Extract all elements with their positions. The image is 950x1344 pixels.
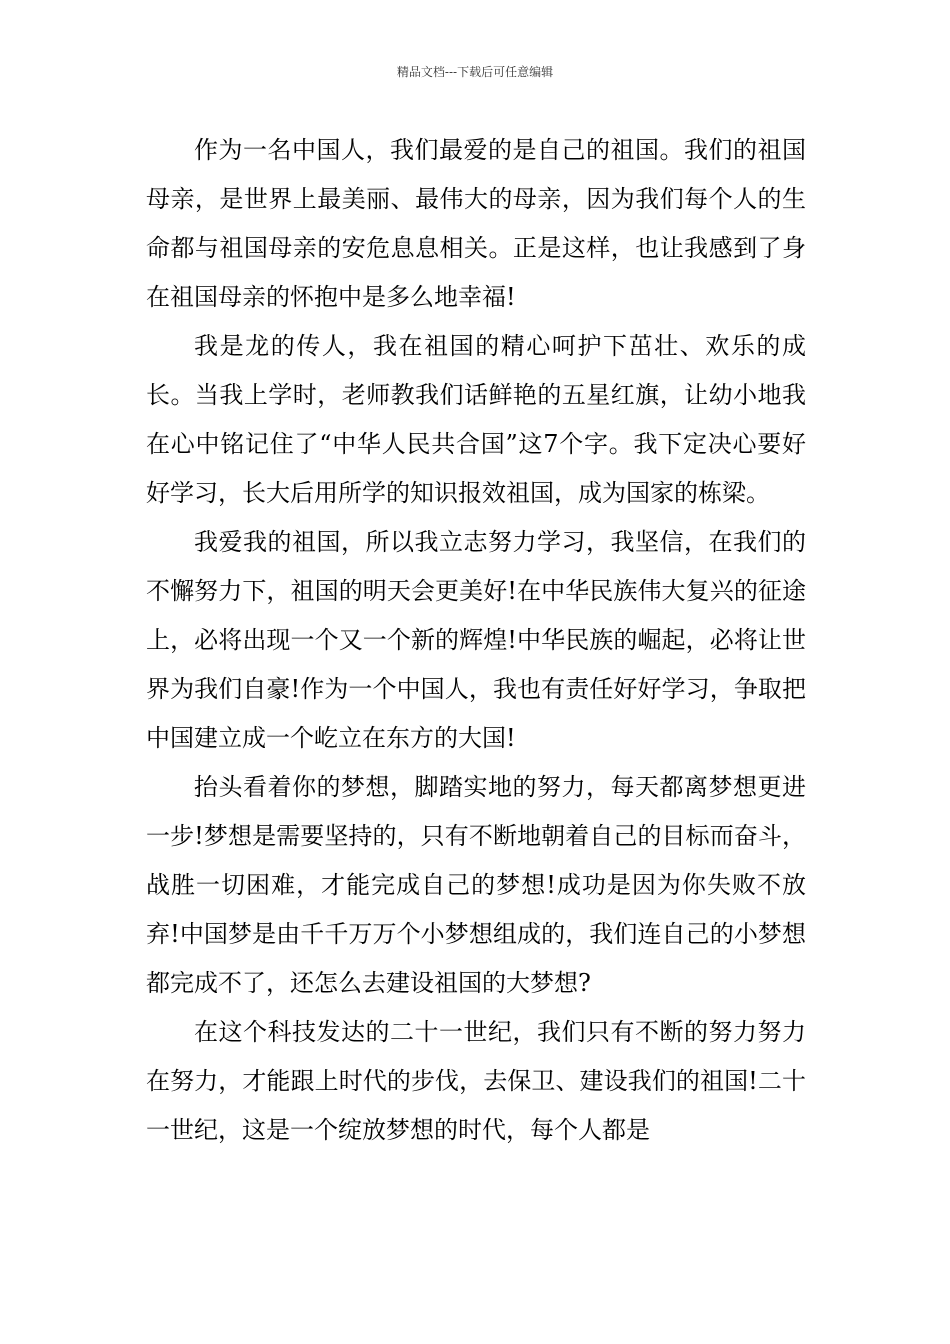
paragraph-5: 在这个科技发达的二十一世纪，我们只有不断的努力努力在努力，才能跟上时代的步伐，去保卫、建设我们的祖国!二十一世纪，这是一个绽放梦想的时代，每个人都是 xyxy=(146,1018,806,1144)
paragraph-2: 我是龙的传人，我在祖国的精心呵护下茁壮、欢乐的成长。当我上学时，老师教我们话鲜艳的五星红旗，让幼小地我在心中铭记住了“中华人民共合国”这7个字。我下定决心要好好学习，长大后用所学的知识报效祖国，成为国家的栋梁。 xyxy=(146,332,806,507)
page-header: 精品文档---下载后可任意编辑 xyxy=(396,65,554,79)
document-body xyxy=(146,126,806,1155)
paragraph-1: 作为一名中国人，我们最爱的是自己的祖国。我们的祖国母亲，是世界上最美丽、最伟大的母亲，因为我们每个人的生命都与祖国母亲的安危息息相关。正是这样，也让我感到了身在祖国母亲的怀抱中是多么地幸福! xyxy=(146,136,806,311)
paragraph-4: 抬头看着你的梦想，脚踏实地的努力，每天都离梦想更进一步!梦想是需要坚持的，只有不断地朝着自己的目标而奋斗，战胜一切困难，才能完成自己的梦想!成功是因为你失败不放弃!中国梦是由千千万万个小梦想组成的，我们连自己的小梦想都完成不了，还怎么去建设祖国的大梦想? xyxy=(146,773,806,997)
paragraph-3: 我爱我的祖国，所以我立志努力学习，我坚信，在我们的不懈努力下，祖国的明天会更美好!在中华民族伟大复兴的征途上，必将出现一个又一个新的辉煌!中华民族的崛起，必将让世界为我们自豪!作为一个中国人，我也有责任好好学习，争取把中国建立成一个屹立在东方的大国! xyxy=(146,528,806,752)
